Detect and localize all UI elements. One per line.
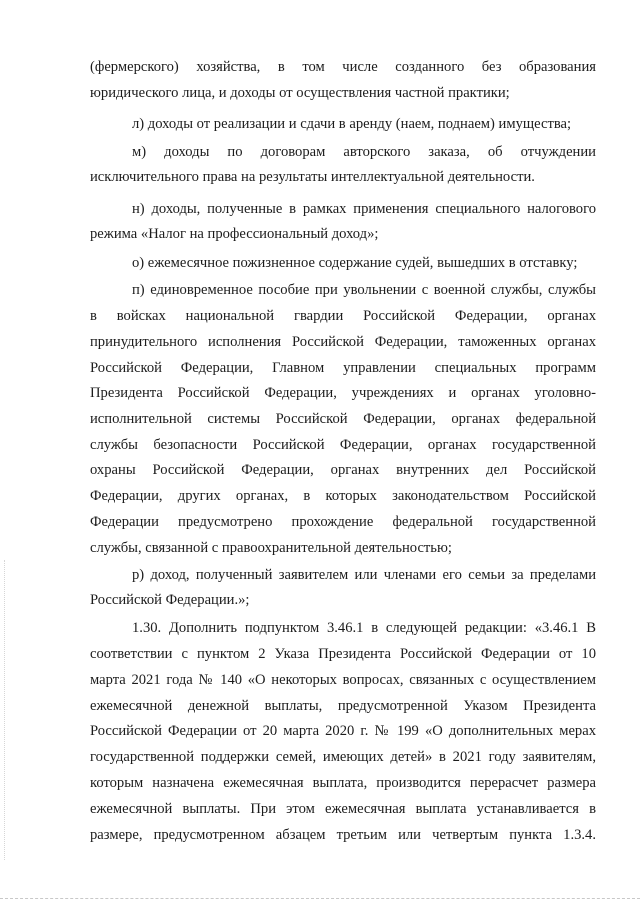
text-line: которым назначена ежемесячная выплата, производится перерасчет размера [90,775,596,791]
text-line: исключительного права на результаты интеллектуальной деятельности. [90,169,535,185]
text-line: юридического лица, и доходы от осуществления частной практики; [90,85,510,101]
text-line: исполнительной системы Российской Федерации, органах федеральной [90,411,596,427]
text-line: н) доходы, полученные в рамках применения специального налогового [132,201,596,217]
text-line: режима «Налог на профессиональный доход»; [90,226,379,242]
text-line: службы безопасности Российской Федерации, органах государственной [90,437,596,453]
text-line: марта 2021 года № 140 «О некоторых вопросах, связанных с осуществлением [90,672,596,688]
text-line: соответствии с пунктом 2 Указа Президента Российской Федерации от 10 [90,646,596,662]
text-line: 1.30. Дополнить подпунктом 3.46.1 в следующей редакции: «3.46.1 В [132,620,596,636]
text-line: (фермерского) хозяйства, в том числе созданного без образования [90,59,596,75]
text-line: м) доходы по договорам авторского заказа, об отчуждении [132,144,596,160]
text-line: о) ежемесячное пожизненное содержание судей, вышедших в отставку; [132,255,578,271]
scan-margin-marks [4,560,6,860]
text-line: в войсках национальной гвардии Российской Федерации, органах [90,308,596,324]
text-line: государственной поддержки семей, имеющих детей» в 2021 году заявителям, [90,749,596,765]
text-line: Российской Федерации, Главном управлении специальных программ [90,360,596,376]
text-line: п) единовременное пособие при увольнении с военной службы, службы [132,282,596,298]
text-line: размере, предусмотренном абзацем третьим или четвертым пункта 1.3.4. [90,827,596,843]
text-line: службы, связанной с правоохранительной деятельностью; [90,540,452,556]
text-line: Федерации, других органах, в которых законодательством Российской [90,488,596,504]
text-line: р) доход, полученный заявителем или членами его семьи за пределами [132,567,596,583]
text-line: охраны Российской Федерации, органах внутренних дел Российской [90,462,596,478]
text-line: Президента Российской Федерации, учреждениях и органах уголовно- [90,385,596,401]
text-line: Российской Федерации от 20 марта 2020 г. № 199 «О дополнительных мерах [90,723,596,739]
text-line: Федерации предусмотрено прохождение федеральной государственной [90,514,596,530]
text-line: принудительного исполнения Российской Федерации, таможенных органах [90,334,596,350]
page-bottom-edge [0,898,640,900]
text-line: Российской Федерации.»; [90,592,250,608]
text-line: ежемесячной денежной выплаты, предусмотренной Указом Президента [90,698,596,714]
text-line: ежемесячной выплаты. При этом ежемесячная выплата устанавливается в [90,801,596,817]
text-line: л) доходы от реализации и сдачи в аренду (наем, поднаем) имущества; [132,116,572,132]
